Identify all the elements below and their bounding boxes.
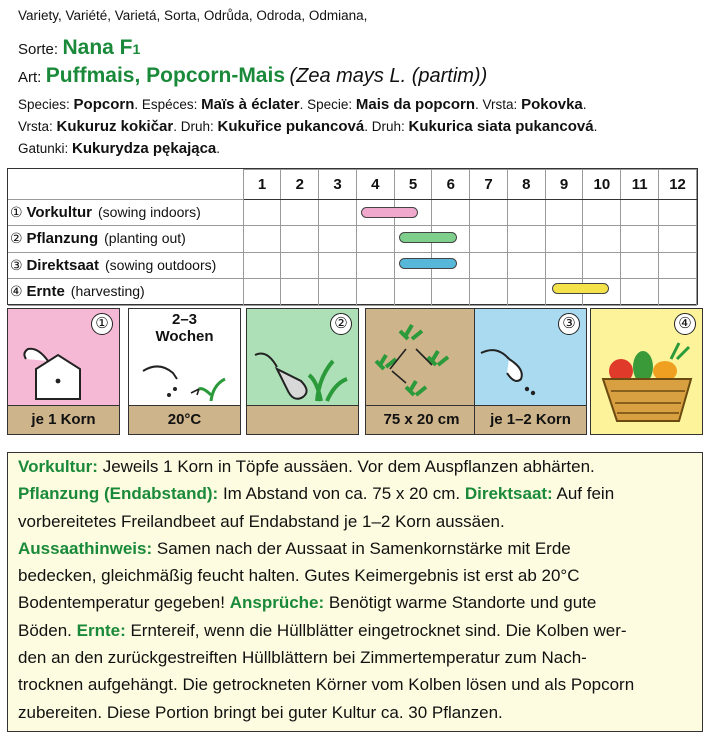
step-number: ① bbox=[10, 203, 27, 220]
instruction-line bbox=[18, 508, 702, 535]
sowing-calendar bbox=[7, 168, 698, 305]
month-5: 5 bbox=[394, 170, 432, 200]
species-language-label: . Specie: bbox=[299, 97, 356, 112]
instruction-text: Böden. bbox=[18, 620, 77, 640]
pictogram-direct-sowing bbox=[474, 308, 587, 435]
activity-name: Vorkultur bbox=[26, 203, 93, 221]
activity-name: Pflanzung bbox=[26, 230, 99, 248]
instruction-text: Jeweils 1 Korn in Töpfe aussäen. Vor dem Auspflanzen abhärten. bbox=[97, 457, 595, 476]
step-number: ④ bbox=[10, 283, 27, 300]
instruction-text: trocknen aufgehängt. Die getrockneten Körner vom Kolben lösen und als Popcorn bbox=[18, 675, 635, 695]
step-number: ③ bbox=[10, 256, 27, 273]
instruction-text: zubereiten. Diese Portion bringt bei guter Kultur ca. 30 Pflanzen. bbox=[18, 702, 503, 722]
pictogram-sowing-indoors bbox=[7, 308, 120, 435]
art-latin: (Zea mays L. (partim)) bbox=[289, 65, 488, 87]
month-7: 7 bbox=[470, 170, 508, 200]
pictogram-caption-2: 20°C bbox=[129, 405, 240, 434]
species-name: Kukuřice pukancová bbox=[217, 118, 365, 135]
month-4: 4 bbox=[356, 170, 394, 200]
month-10: 10 bbox=[583, 170, 621, 200]
month-12: 12 bbox=[659, 170, 697, 200]
month-6: 6 bbox=[432, 170, 470, 200]
instruction-text: Samen nach der Aussaat in Samenkornstärke mit Erde bbox=[152, 538, 571, 558]
instruction-keyword: Pflanzung (Endabstand): bbox=[18, 484, 219, 504]
calendar-row-vorkultur bbox=[8, 199, 697, 226]
instruction-line bbox=[18, 480, 702, 507]
activity-note: (harvesting) bbox=[70, 283, 145, 300]
instruction-line bbox=[18, 617, 702, 644]
month-2: 2 bbox=[281, 170, 319, 200]
germination-weeks: 2–3 Wochen bbox=[155, 311, 214, 345]
step-1-badge: ① bbox=[91, 313, 113, 335]
calendar-bar-vorkultur bbox=[361, 207, 418, 218]
month-8: 8 bbox=[507, 170, 545, 200]
species-name: Popcorn bbox=[73, 96, 135, 113]
pictogram-planting-out bbox=[246, 308, 359, 435]
variety-line: Variety, Variété, Varietá, Sorta, Odrůda, Odroda, Odmiana, bbox=[18, 8, 368, 23]
art-name: Puffmais, Popcorn-Mais bbox=[45, 64, 285, 87]
pictogram-caption-3 bbox=[247, 405, 358, 434]
species-line-3 bbox=[18, 140, 220, 157]
month-header-row bbox=[8, 170, 697, 200]
instruction-keyword: Ernte: bbox=[76, 620, 126, 640]
instruction-line bbox=[18, 589, 702, 616]
activity-note: (sowing outdoors) bbox=[105, 256, 217, 273]
species-name: Maïs à éclater bbox=[201, 96, 300, 113]
species-language-label: . Vrsta: bbox=[475, 97, 522, 112]
species-language-label: . Druh: bbox=[364, 119, 409, 134]
species-language-label: . bbox=[593, 119, 598, 134]
calendar-bar-ernte bbox=[552, 283, 609, 294]
species-name: Pokovka bbox=[521, 96, 583, 113]
species-language-label: Gatunki: bbox=[18, 141, 73, 156]
activity-name: Direktsaat bbox=[26, 256, 99, 274]
instruction-line bbox=[18, 453, 702, 480]
instruction-text: Bodentemperatur gegeben! bbox=[18, 593, 230, 613]
instruction-text: vorbereitetes Freilandbeet auf Endabstand je 1–2 Korn aussäen. bbox=[18, 511, 505, 531]
month-3: 3 bbox=[319, 170, 357, 200]
species-language-label: Vrsta: bbox=[18, 119, 57, 134]
sorte-row bbox=[18, 36, 140, 60]
species-language-label: . Druh: bbox=[173, 119, 218, 134]
art-row bbox=[18, 64, 487, 88]
month-1: 1 bbox=[243, 170, 281, 200]
calendar-bar-pflanzung bbox=[399, 232, 456, 243]
pictogram-spacing bbox=[365, 308, 478, 435]
calendar-bar-direktsaat bbox=[399, 258, 456, 269]
species-language-label: . Espéces: bbox=[134, 97, 202, 112]
growing-instructions bbox=[7, 452, 703, 732]
species-language-label: . bbox=[216, 141, 221, 156]
calendar-row-direktsaat bbox=[8, 252, 697, 279]
step-3-badge: ③ bbox=[558, 313, 580, 335]
sorte-label: Sorte: bbox=[18, 41, 59, 58]
species-name: Mais da popcorn bbox=[355, 96, 476, 113]
species-language-label: . bbox=[582, 97, 587, 112]
instruction-keyword: Direktsaat: bbox=[464, 484, 553, 504]
instruction-text: Auf fein bbox=[552, 484, 615, 504]
month-9: 9 bbox=[545, 170, 583, 200]
step-2-badge: ② bbox=[330, 313, 352, 335]
species-name: Kukurica siata pukancová bbox=[408, 118, 594, 135]
instruction-keyword: Vorkultur: bbox=[18, 457, 98, 476]
species-name: Kukuruz kokičar bbox=[56, 118, 174, 135]
activity-note: (planting out) bbox=[104, 230, 186, 247]
species-line-1 bbox=[18, 96, 587, 113]
step-number: ② bbox=[10, 230, 27, 247]
instruction-line bbox=[18, 671, 702, 698]
species-line-2 bbox=[18, 118, 597, 135]
instruction-line bbox=[18, 535, 702, 562]
activity-name: Ernte bbox=[26, 283, 65, 301]
species-language-label: Species: bbox=[18, 97, 74, 112]
pictogram-caption-5: je 1–2 Korn bbox=[475, 405, 586, 434]
instruction-text: Im Abstand von ca. 75 x 20 cm. bbox=[218, 484, 465, 504]
species-name: Kukurydza pękająca bbox=[72, 140, 217, 157]
pictogram-caption-1: je 1 Korn bbox=[8, 405, 119, 434]
activity-note: (sowing indoors) bbox=[98, 203, 201, 220]
instruction-line bbox=[18, 699, 702, 726]
pictogram-caption-4: 75 x 20 cm bbox=[366, 405, 477, 434]
instruction-keyword: Aussaathinweis: bbox=[18, 538, 153, 558]
instruction-text: den an den zurückgestreiften Hüllblättern bei Zimmertemperatur zum Nach- bbox=[18, 648, 587, 668]
pictogram-germination bbox=[128, 308, 241, 435]
instruction-text: Erntereif, wenn die Hüllblätter eingetrocknet sind. Die Kolben wer- bbox=[125, 620, 627, 640]
step-4-badge: ④ bbox=[674, 313, 696, 335]
month-11: 11 bbox=[621, 170, 659, 200]
instruction-line bbox=[18, 644, 702, 671]
calendar-row-pflanzung bbox=[8, 226, 697, 253]
instruction-keyword: Ansprüche: bbox=[229, 593, 325, 613]
variety-name: Nana F1 bbox=[62, 36, 141, 59]
instruction-text: bedecken, gleichmäßig feucht halten. Gutes Keimergebnis ist erst ab 20°C bbox=[18, 566, 580, 586]
instruction-line bbox=[18, 562, 702, 589]
instruction-text: Benötigt warme Standorte und gute bbox=[324, 593, 597, 613]
art-label: Art: bbox=[18, 69, 42, 86]
pictogram-harvest bbox=[590, 308, 703, 435]
